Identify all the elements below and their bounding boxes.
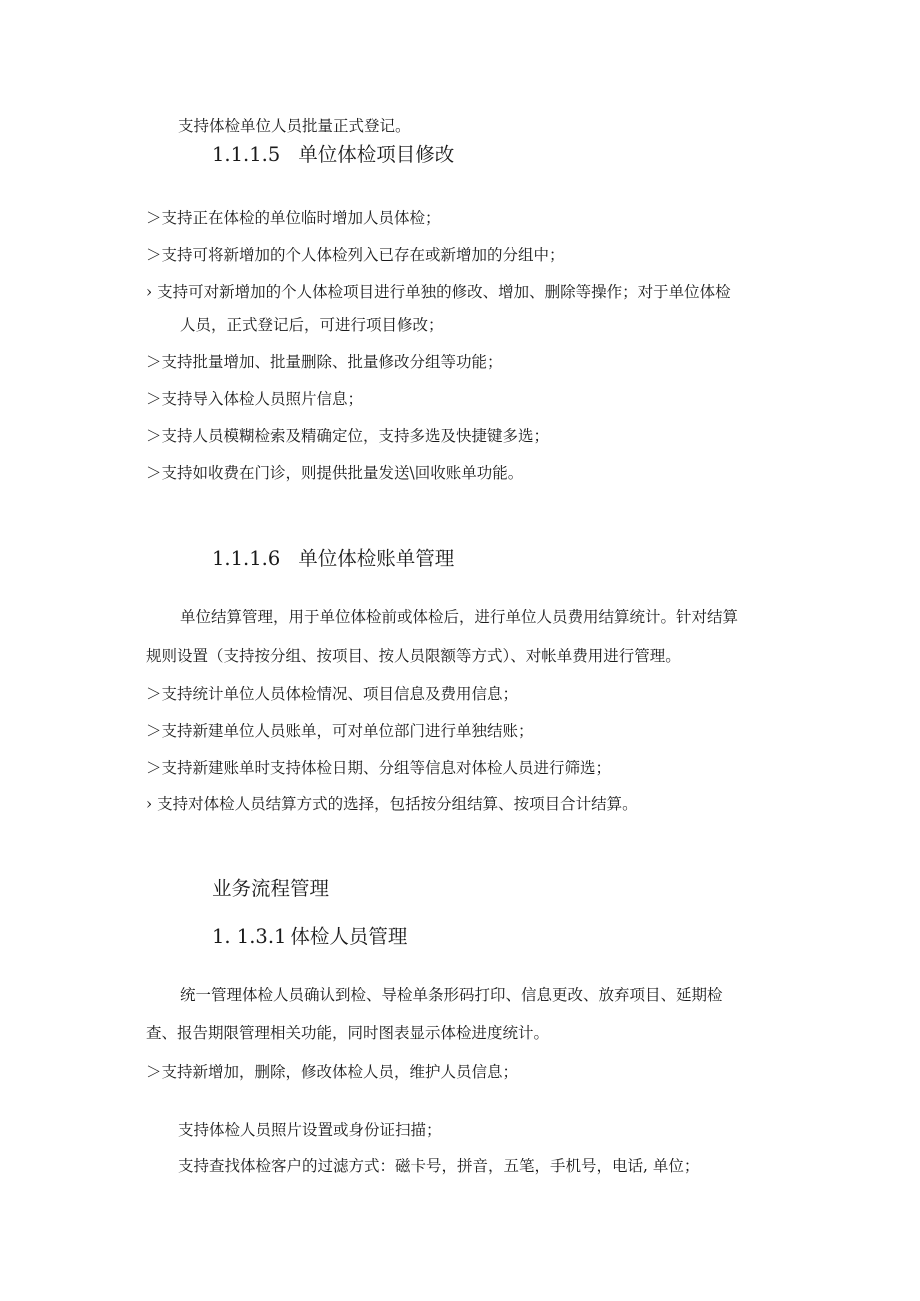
list-item: ＞支持批量增加、批量删除、批量修改分组等功能； — [146, 353, 503, 371]
list-item-continuation: 人员，正式登记后，可进行项目修改； — [180, 316, 444, 334]
paragraph-line: 规则设置（支持按分组、按项目、按人员限额等方式）、对帐单费用进行管理。 — [146, 647, 681, 665]
list-item: › 支持对体检人员结算方式的选择，包括按分组结算、按项目合计结算。 — [146, 795, 638, 813]
heading-title: 体检人员管理 — [290, 925, 408, 948]
paragraph-line: 单位结算管理，用于单位体检前或体检后，进行单位人员费用结算统计。针对结算 — [180, 608, 739, 626]
paragraph-line: 查、报告期限管理相关功能，同时图表显示体检进度统计。 — [146, 1024, 550, 1042]
list-item: ＞支持正在体检的单位临时增加人员体检； — [146, 209, 441, 227]
heading-131 — [212, 925, 407, 949]
heading-number: 1. 1.3.1 — [212, 925, 287, 948]
heading-flow: 业务流程管理 — [212, 877, 330, 900]
heading-number: 1.1.1.5 — [212, 143, 281, 166]
list-item: ＞支持新增加，删除，修改体检人员，维护人员信息； — [146, 1063, 519, 1081]
heading-number: 1.1.1.6 — [212, 547, 281, 570]
heading-title: 单位体检项目修改 — [298, 143, 455, 166]
paragraph-line: 支持体检人员照片设置或身份证扫描； — [178, 1121, 442, 1139]
list-item: › 支持可对新增加的个人体检项目进行单独的修改、增加、删除等操作；对于单位体检 — [146, 283, 731, 301]
list-item: ＞支持统计单位人员体检情况、项目信息及费用信息； — [146, 685, 519, 703]
paragraph-line: 统一管理体检人员确认到检、导检单条形码打印、信息更改、放弃项目、延期检 — [180, 986, 723, 1004]
top-line: 支持体检单位人员批量正式登记。 — [178, 117, 411, 135]
paragraph-line: 支持查找体检客户的过滤方式：磁卡号，拼音，五笔，手机号，电话, 单位； — [178, 1157, 700, 1175]
heading-1115 — [212, 143, 454, 167]
list-item: ＞支持新建账单时支持体检日期、分组等信息对体检人员进行筛选； — [146, 759, 612, 777]
list-item: ＞支持人员模糊检索及精确定位，支持多选及快捷键多选； — [146, 427, 550, 445]
heading-1116 — [212, 547, 454, 571]
list-item: ＞支持如收费在门诊，则提供批量发送\回收账单功能。 — [146, 464, 524, 482]
list-item: ＞支持可将新增加的个人体检列入已存在或新增加的分组中； — [146, 246, 565, 264]
heading-title: 单位体检账单管理 — [298, 547, 455, 570]
list-item: ＞支持新建单位人员账单，可对单位部门进行单独结账； — [146, 722, 534, 740]
list-item: ＞支持导入体检人员照片信息； — [146, 390, 364, 408]
